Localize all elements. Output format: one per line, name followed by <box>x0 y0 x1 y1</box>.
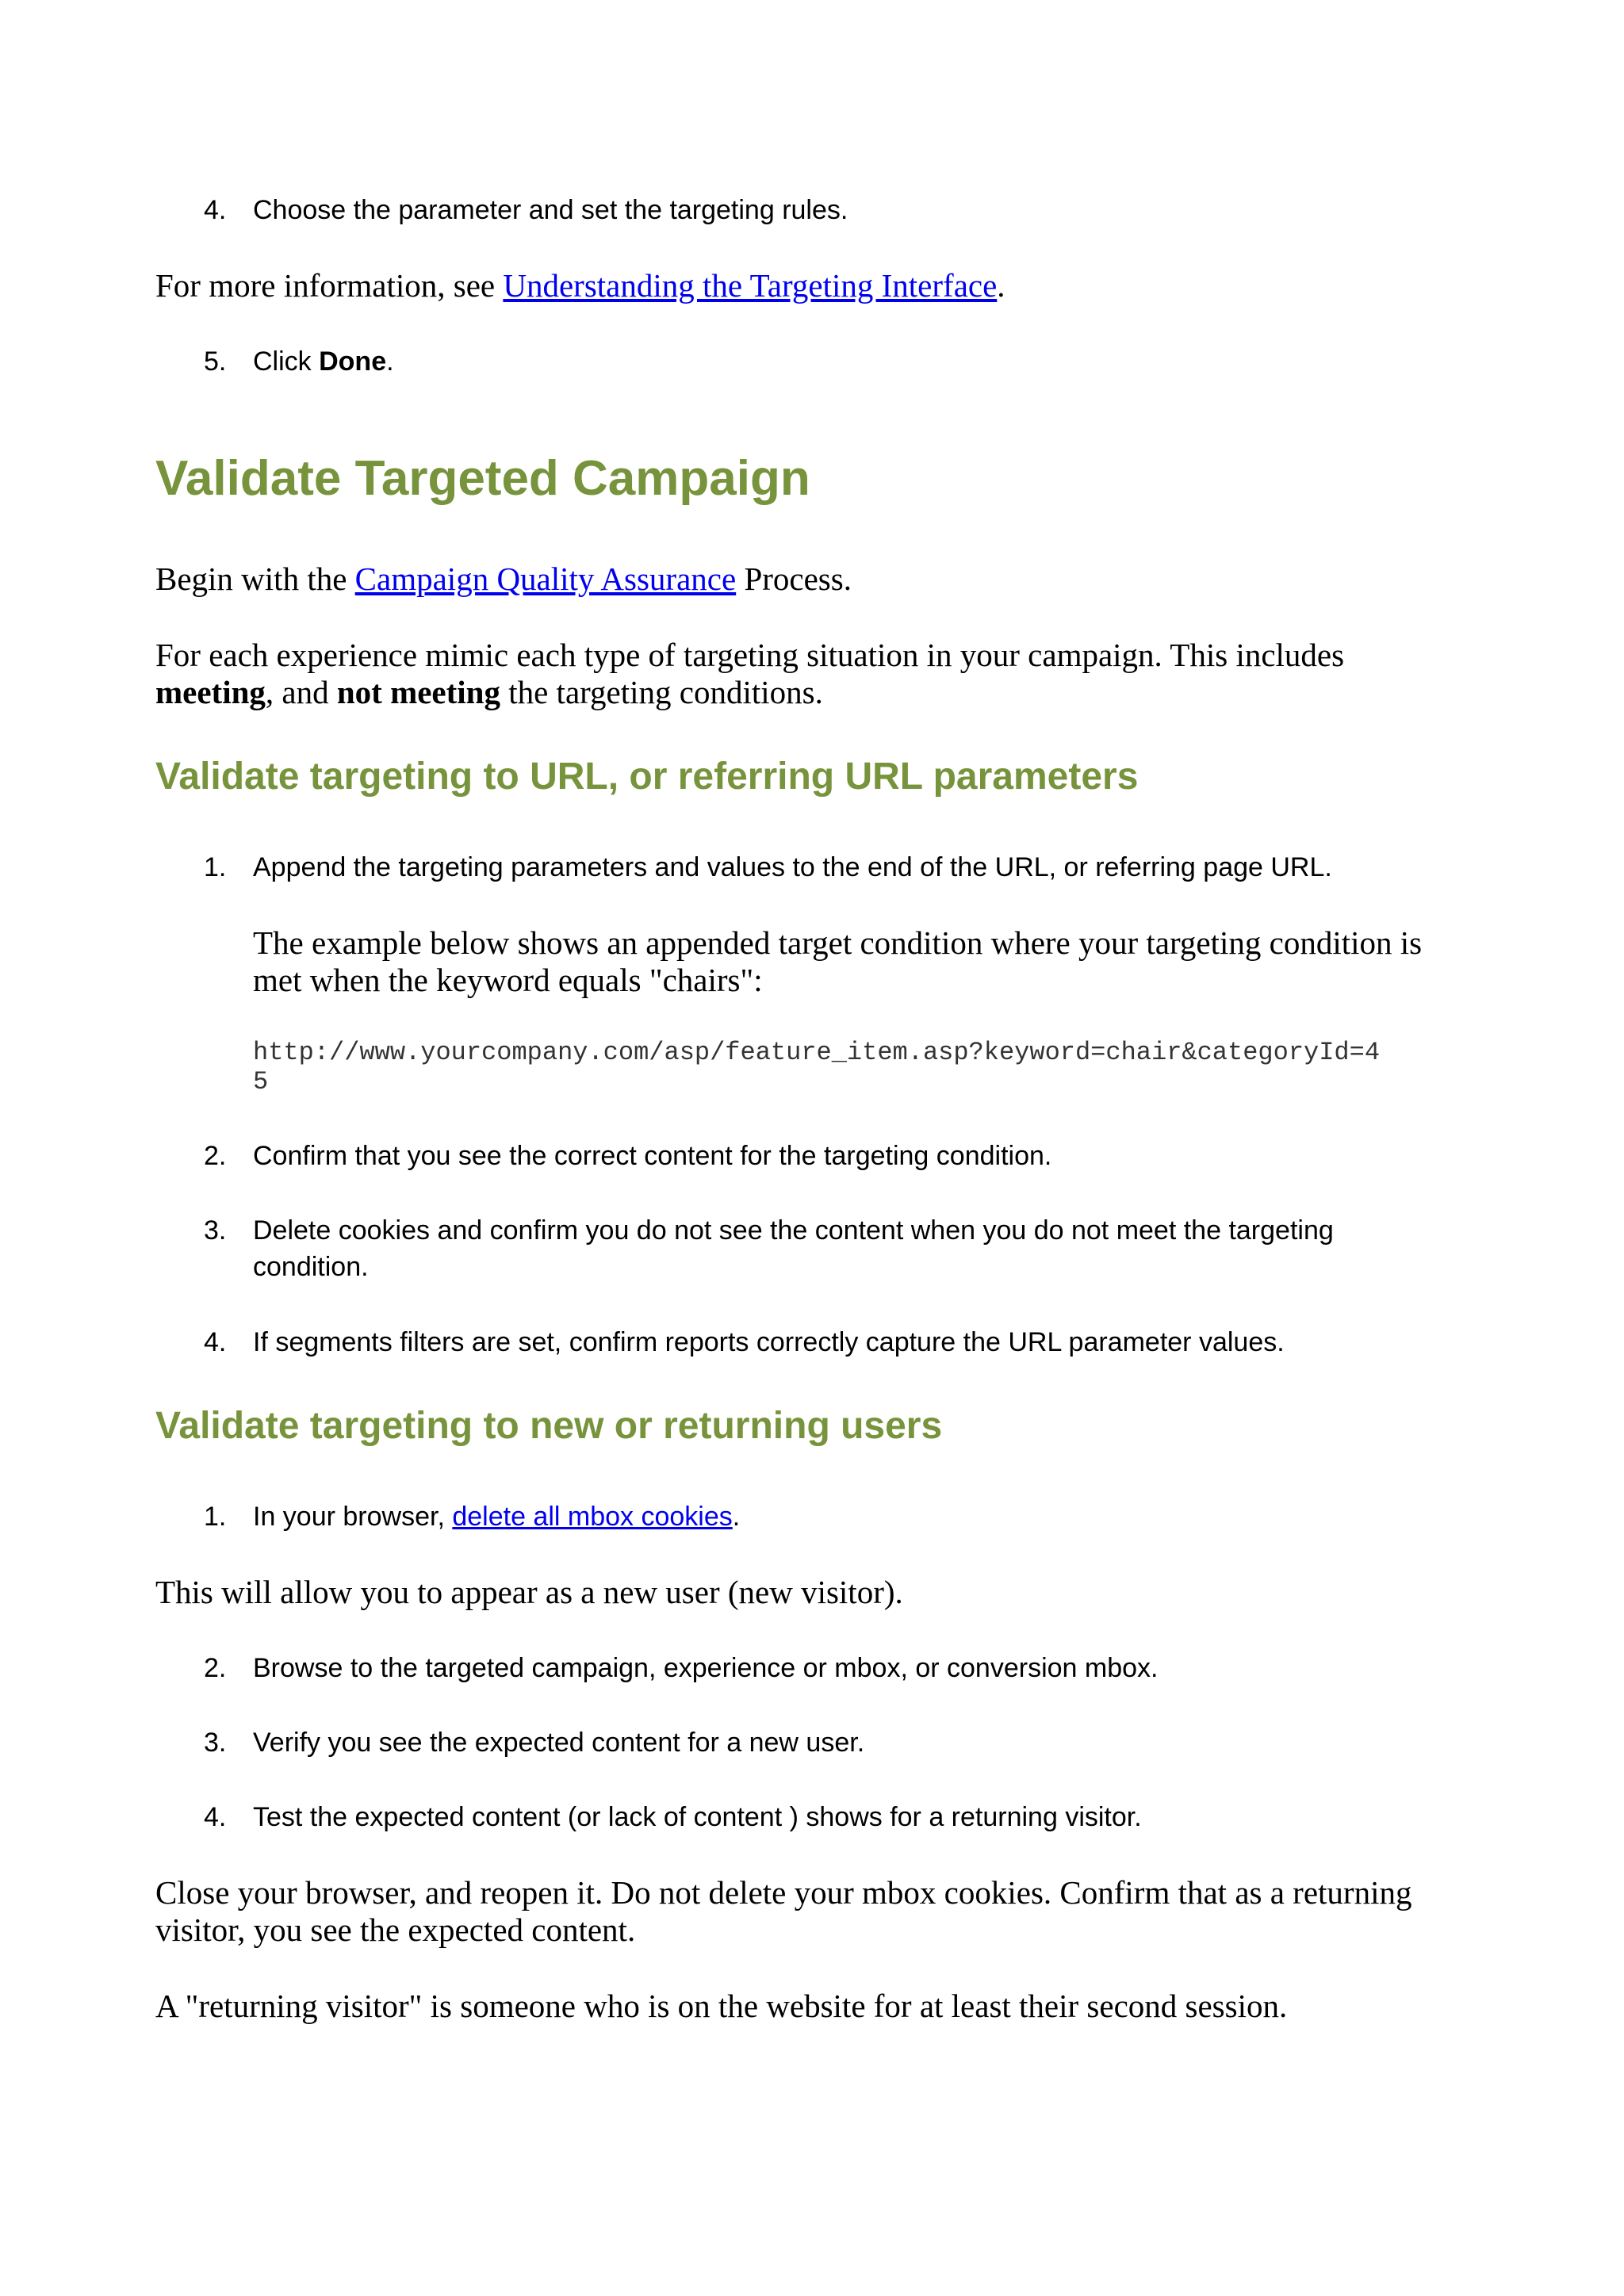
example-line2: met when the keyword equals "chairs": <box>253 962 763 998</box>
meeting-bold: meeting <box>155 674 266 710</box>
para-end: the targeting conditions. <box>500 674 823 710</box>
more-info-prefix: For more information, see <box>155 267 504 304</box>
para-mid: , and <box>265 674 337 710</box>
list-number: 1. <box>204 1502 227 1532</box>
begin-paragraph <box>155 561 852 598</box>
list-item-text: Browse to the targeted campaign, experience or mbox, or conversion mbox. <box>253 1653 1159 1683</box>
list-number: 1. <box>204 852 227 882</box>
list-number: 4. <box>204 195 227 225</box>
list-number: 2. <box>204 1653 227 1683</box>
list-item-text: If segments filters are set, confirm reports correctly capture the URL parameter values. <box>253 1327 1285 1357</box>
list-number: 3. <box>204 1215 227 1246</box>
done-bold: Done <box>319 346 387 377</box>
new-user-note: This will allow you to appear as a new user (new visitor). <box>155 1574 903 1610</box>
close-browser-line1: Close your browser, and reopen it. Do not delete your mbox cookies. Confirm that as a returning <box>155 1874 1412 1911</box>
section-heading-url: Validate targeting to URL, or referring URL parameters <box>155 756 1139 798</box>
list-number: 2. <box>204 1141 227 1171</box>
step1-prefix: In your browser, <box>253 1502 453 1532</box>
begin-suffix: Process. <box>736 561 852 597</box>
close-browser-line2: visitor, you see the expected content. <box>155 1911 636 1948</box>
step1-suffix: . <box>732 1502 741 1532</box>
list-number: 3. <box>204 1728 227 1758</box>
list-item-text <box>253 1498 740 1535</box>
experience-paragraph-line1: For each experience mimic each type of targeting situation in your campaign. This includes <box>155 637 1345 673</box>
campaign-qa-link[interactable]: Campaign Quality Assurance <box>354 561 737 597</box>
list-item-text: Choose the parameter and set the targeting rules. <box>253 195 848 225</box>
list-item-text: condition. <box>253 1252 369 1282</box>
returning-visitor-definition: A "returning visitor" is someone who is on the website for at least their second session. <box>155 1988 1288 2024</box>
section-heading-users: Validate targeting to new or returning users <box>155 1405 943 1447</box>
experience-paragraph-line2 <box>155 674 823 711</box>
begin-prefix: Begin with the <box>155 561 355 597</box>
list-number: 4. <box>204 1802 227 1832</box>
more-info-paragraph <box>155 267 1005 304</box>
list-item-text: Confirm that you see the correct content for the targeting condition. <box>253 1141 1052 1171</box>
step5-suffix: . <box>386 346 394 377</box>
code-sample-line1: http://www.yourcompany.com/asp/feature_item.asp?keyword=chair&categoryId=4 <box>253 1038 1381 1067</box>
delete-mbox-cookies-link[interactable]: delete all mbox cookies <box>452 1502 733 1532</box>
list-item-text: Delete cookies and confirm you do not see the content when you do not meet the targeting <box>253 1215 1334 1246</box>
step5-prefix: Click <box>253 346 320 377</box>
list-item-text: Verify you see the expected content for a new user. <box>253 1728 865 1758</box>
code-sample-line2: 5 <box>253 1067 269 1096</box>
list-number: 5. <box>204 346 227 377</box>
example-line1: The example below shows an appended target condition where your targeting condition is <box>253 924 1423 961</box>
list-item-text <box>253 343 394 380</box>
more-info-suffix: . <box>997 267 1005 304</box>
page-title: Validate Targeted Campaign <box>155 451 810 506</box>
list-item-text: Append the targeting parameters and values to the end of the URL, or referring page URL. <box>253 852 1332 882</box>
not-meeting-bold: not meeting <box>336 674 500 710</box>
list-number: 4. <box>204 1327 227 1357</box>
targeting-interface-link[interactable]: Understanding the Targeting Interface <box>503 267 998 304</box>
list-item-text: Test the expected content (or lack of content ) shows for a returning visitor. <box>253 1802 1142 1832</box>
